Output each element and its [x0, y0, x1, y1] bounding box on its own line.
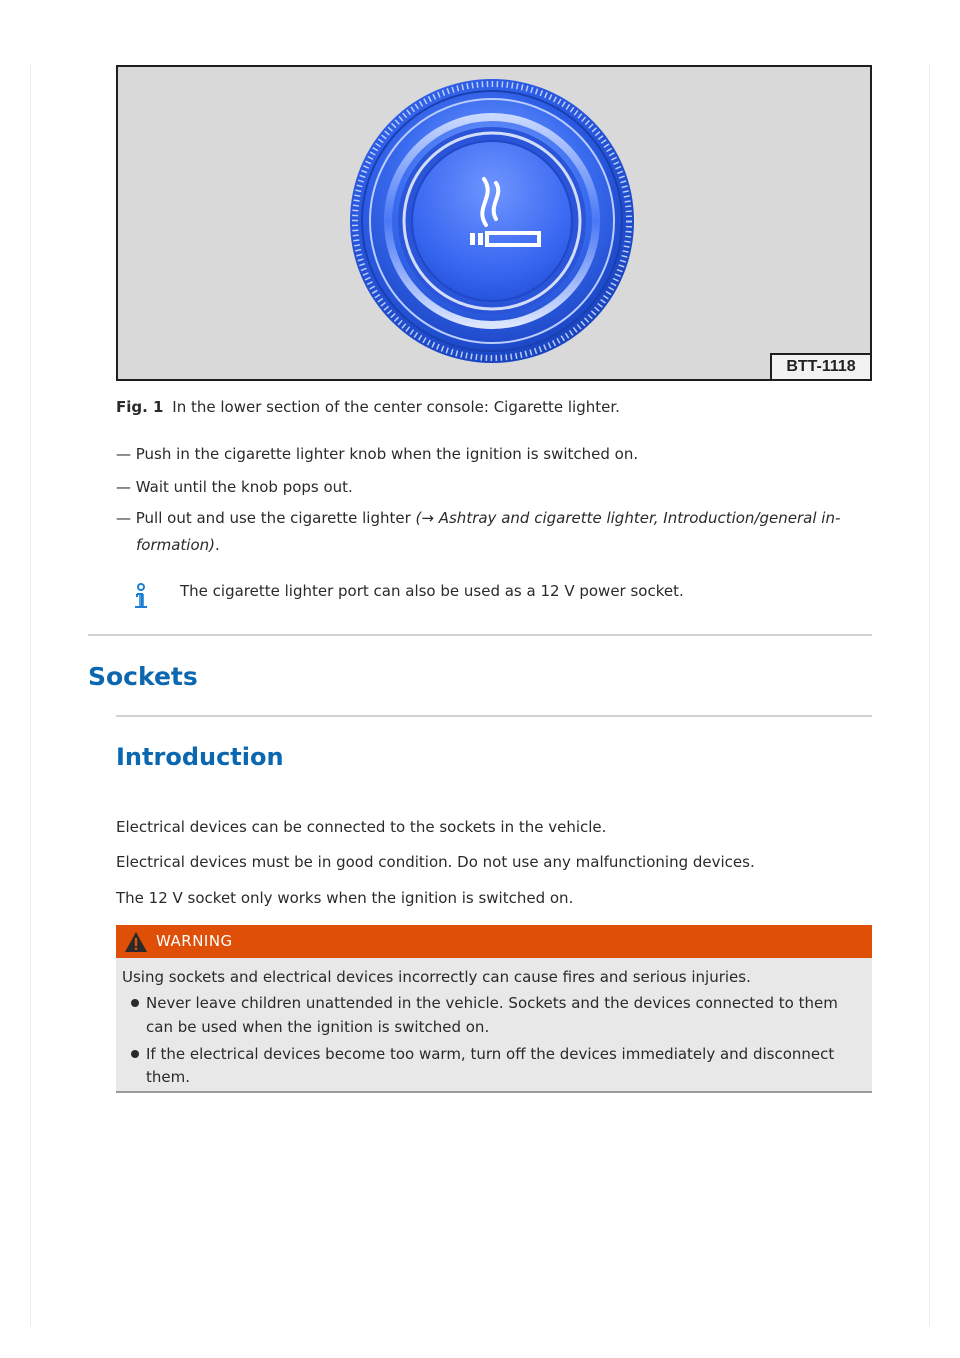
step-3-cross-reference-link-continued[interactable]: formation) — [136, 536, 216, 554]
subsection-divider — [116, 715, 872, 717]
section-title: Sockets — [88, 662, 198, 691]
warning-bullet-2-line-2: them. — [146, 1068, 190, 1086]
cigarette-lighter-illustration — [118, 67, 870, 379]
intro-paragraph-1: Electrical devices can be connected to the sockets in the vehicle. — [116, 818, 607, 836]
step-3-text: — Pull out and use the cigarette lighter — [116, 509, 416, 527]
step-3-end: . — [215, 536, 220, 554]
step-3-cross-reference-link[interactable]: (→ Ashtray and cigarette lighter, Introduction/general in- — [415, 509, 841, 527]
right-margin-line — [929, 64, 930, 1326]
warning-intro: Using sockets and electrical devices incorrectly can cause fires and serious injuries. — [122, 968, 751, 986]
step-1: — Push in the cigarette lighter knob when the ignition is switched on. — [116, 445, 639, 463]
figure-cigarette-lighter — [116, 65, 872, 381]
intro-paragraph-3: The 12 V socket only works when the ignition is switched on. — [116, 889, 574, 907]
warning-bullet-2-marker — [131, 1050, 139, 1058]
warning-bullet-1-line-2: can be used when the ignition is switched on. — [146, 1018, 490, 1036]
warning-header — [116, 925, 872, 958]
figure-caption-text: In the lower section of the center console: Cigarette lighter. — [172, 398, 620, 416]
figure-caption — [116, 397, 620, 417]
warning-box — [116, 925, 872, 1093]
intro-paragraph-2: Electrical devices must be in good condition. Do not use any malfunctioning devices. — [116, 853, 755, 871]
step-2: — Wait until the knob pops out. — [116, 478, 353, 496]
warning-bullet-1-line-1: Never leave children unattended in the vehicle. Sockets and the devices connected to them — [146, 994, 838, 1012]
section-divider — [88, 634, 872, 636]
warning-triangle-icon — [124, 931, 148, 953]
left-margin-line — [30, 64, 31, 1326]
subsection-title: Introduction — [116, 743, 284, 771]
info-icon — [131, 583, 151, 611]
warning-bullet-2-line-1: If the electrical devices become too warm, turn off the devices immediately and disconnect — [146, 1045, 835, 1063]
warning-title: WARNING — [156, 932, 233, 950]
figure-id-badge: BTT-1118 — [770, 353, 870, 379]
warning-bullet-1-marker — [131, 999, 139, 1007]
note-text: The cigarette lighter port can also be used as a 12 V power socket. — [180, 582, 684, 600]
step-3-continued — [136, 535, 220, 555]
step-3 — [116, 508, 840, 528]
figure-caption-label: Fig. 1 — [116, 398, 164, 416]
